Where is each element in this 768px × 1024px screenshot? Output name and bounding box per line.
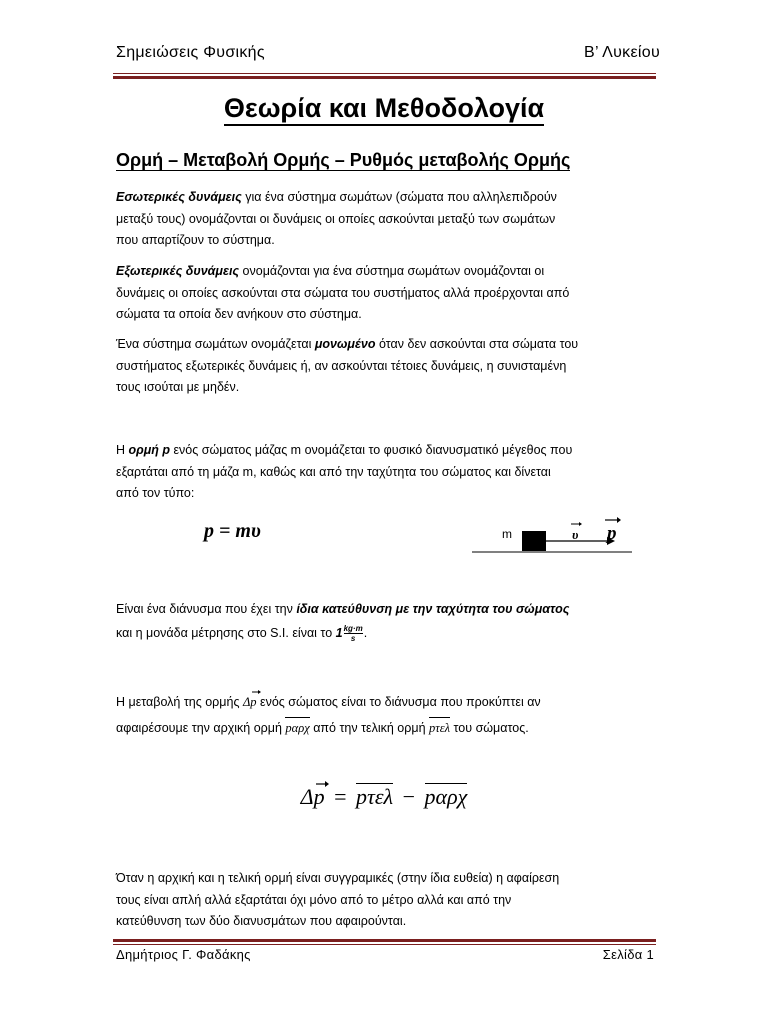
term-isolated: μονωμένο bbox=[314, 337, 376, 351]
para-text: και η μονάδα μέτρησης στο S.I. είναι το bbox=[116, 625, 336, 640]
formula-momentum-change bbox=[0, 783, 768, 810]
unit-number: 1 bbox=[335, 625, 343, 640]
momentum-vector-head bbox=[617, 517, 621, 523]
paragraph-momentum-change bbox=[116, 692, 651, 739]
formula-momentum: p = mυ bbox=[204, 520, 261, 542]
para-text: Η μεταβολή της ορμής bbox=[116, 695, 243, 709]
paragraph-momentum bbox=[116, 440, 651, 505]
vector-arrow-icon bbox=[252, 689, 261, 695]
paragraph-collinear bbox=[116, 868, 651, 933]
mass-block bbox=[522, 531, 546, 551]
delta-p-text: Δp bbox=[300, 784, 325, 809]
page-title bbox=[0, 93, 768, 124]
para-line bbox=[116, 717, 651, 740]
para-line bbox=[116, 599, 651, 621]
term-same-direction: ίδια κατεύθυνση με την ταχύτητα του σώματος bbox=[296, 602, 570, 616]
unit-denominator: s bbox=[350, 633, 356, 643]
paragraph-external-forces bbox=[116, 261, 651, 326]
para-line bbox=[116, 692, 651, 714]
momentum-label: p bbox=[607, 523, 617, 544]
delta-p-term bbox=[301, 784, 325, 810]
para-line bbox=[116, 261, 651, 283]
term-internal-forces: Εσωτερικές δυνάμεις bbox=[116, 190, 242, 204]
footer-rule-thin bbox=[113, 944, 656, 945]
para-line: μεταξύ τους) ονομάζονται οι δυνάμεις οι οποίες ασκούνται μεταξύ των σωμάτων bbox=[116, 211, 556, 226]
section-subtitle-text: Ορμή – Μεταβολή Ορμής – Ρυθμός μεταβολής Ορμής bbox=[116, 150, 571, 170]
minus-sign: − bbox=[402, 784, 416, 809]
unit-fraction bbox=[344, 624, 363, 643]
footer-author: Δημήτριος Γ. Φαδάκης bbox=[116, 947, 251, 962]
para-line: κατεύθυνση των δύο διανυσμάτων που αφαιρούνται. bbox=[116, 914, 407, 928]
para-text: Η bbox=[116, 443, 129, 457]
para-text: από την τελική ορμή bbox=[309, 720, 429, 735]
section-subtitle bbox=[116, 150, 570, 171]
para-line: Όταν η αρχική και η τελική ορμή είναι συγγραμικές (στην ίδια ευθεία) η αφαίρεση bbox=[116, 871, 560, 885]
header-rule-thin bbox=[113, 73, 656, 74]
para-text: αφαιρέσουμε την αρχική ορμή bbox=[116, 720, 286, 735]
para-text: Ένα σύστημα σωμάτων ονομάζεται bbox=[116, 337, 315, 351]
mass-label: m bbox=[502, 527, 512, 541]
footer-rule-thick bbox=[113, 939, 656, 942]
page-title-text: Θεωρία και Μεθοδολογία bbox=[224, 93, 544, 126]
para-text: ενός σώματος μάζας m ονομάζεται το φυσικό διανυσματικό μέγεθος που bbox=[170, 443, 573, 457]
para-line: σώματα τα οποία δεν ανήκουν στο σύστημα. bbox=[116, 307, 362, 321]
para-line: τους ισούται με μηδέν. bbox=[116, 380, 240, 394]
unit-numerator: kg·m bbox=[343, 623, 363, 633]
para-line bbox=[116, 440, 651, 462]
equals-sign: = bbox=[334, 784, 347, 809]
para-text: ονομάζονται για ένα σύστημα σωμάτων ονομάζονται οι bbox=[239, 264, 545, 278]
delta-p-inline bbox=[243, 692, 257, 714]
para-text: όταν δεν ασκούνται στα σώματα του bbox=[375, 337, 579, 351]
header-grade: Β’ Λυκείου bbox=[584, 44, 660, 61]
term-external-forces: Εξωτερικές δυνάμεις bbox=[116, 264, 240, 278]
velocity-vector-head bbox=[579, 522, 582, 526]
p-final-term: pτελ bbox=[356, 784, 394, 809]
paragraph-vector-unit bbox=[116, 599, 651, 644]
para-line: δυνάμεις οι οποίες ασκούνται στα σώματα του συστήματος αλλά προέρχονται από bbox=[116, 285, 570, 300]
momentum-diagram bbox=[470, 512, 640, 558]
para-text: για ένα σύστημα σωμάτων (σώματα που αλληλεπιδρούν bbox=[241, 190, 557, 204]
paragraph-internal-forces bbox=[116, 187, 651, 252]
para-text: ενός σώματος είναι το διάνυσμα που προκύπτει αν bbox=[256, 695, 541, 709]
footer-page-number: Σελίδα 1 bbox=[602, 947, 654, 962]
para-line: από τον τύπο: bbox=[116, 486, 195, 500]
para-line: εξαρτάται από τη μάζα m, καθώς και από την ταχύτητα του σώματος και δίνεται bbox=[116, 464, 551, 479]
p-initial-inline: pαρχ bbox=[285, 717, 309, 740]
header-subject: Σημειώσεις Φυσικής bbox=[116, 44, 265, 61]
para-text: Είναι ένα διάνυσμα που έχει την bbox=[116, 602, 297, 616]
para-line bbox=[116, 187, 651, 209]
paragraph-isolated-system bbox=[116, 334, 651, 399]
vector-arrow-icon bbox=[316, 780, 329, 788]
velocity-label: υ bbox=[572, 527, 579, 542]
para-line bbox=[116, 334, 651, 356]
p-initial-term: pαρχ bbox=[424, 784, 468, 809]
para-line: συστήματος εξωτερικές δυνάμεις ή, αν ασκούνται τέτοιες δυνάμεις, η συνισταμένη bbox=[116, 358, 567, 373]
para-line bbox=[116, 623, 651, 645]
delta-p-inline-text: Δp bbox=[242, 695, 257, 709]
term-momentum: ορμή p bbox=[128, 443, 170, 457]
para-line: που απαρτίζουν το σύστημα. bbox=[116, 233, 275, 247]
para-line: τους είναι απλή αλλά εξαρτάται όχι μόνο από το μέτρο αλλά και από την bbox=[116, 892, 512, 907]
header-rule-thick bbox=[113, 76, 656, 79]
p-final-inline: pτελ bbox=[429, 717, 450, 740]
para-text: του σώματος. bbox=[450, 720, 529, 735]
para-text: . bbox=[363, 625, 368, 640]
